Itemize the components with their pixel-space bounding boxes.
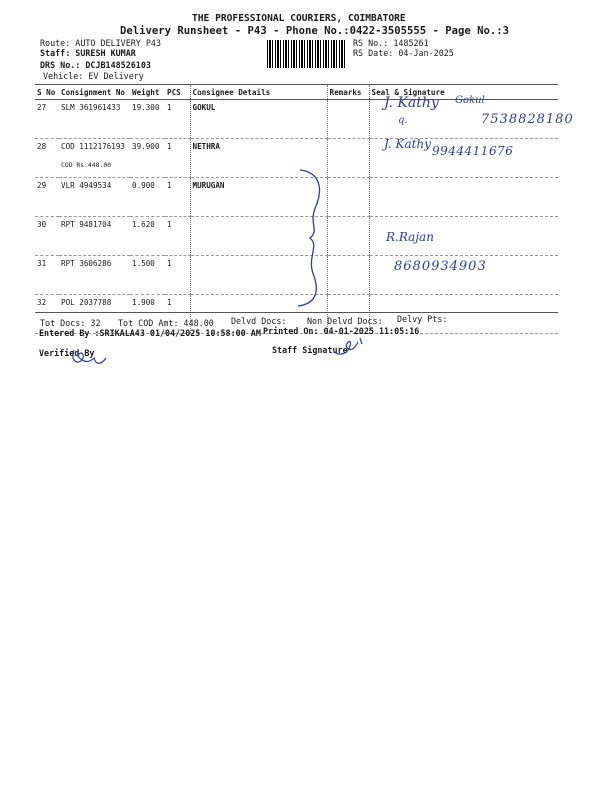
pcs-value: 1 bbox=[165, 295, 190, 334]
remarks-cell bbox=[327, 100, 369, 139]
total-cod-amount: Tot COD Amt: 448.00 bbox=[118, 318, 214, 328]
weight-value: 1.900 bbox=[130, 295, 165, 334]
staff-signature-icon bbox=[330, 336, 366, 358]
drs-number: DRS No.: DCJB148526103 bbox=[40, 60, 151, 70]
table-bottom-divider bbox=[35, 312, 558, 313]
column-header: PCS bbox=[165, 85, 190, 100]
barcode-image bbox=[267, 40, 347, 68]
column-header: Consignment No bbox=[59, 85, 130, 100]
consignment-number: VLR 4949534 bbox=[59, 178, 130, 217]
remarks-cell bbox=[327, 217, 369, 256]
consignment-number: POL 2037788 bbox=[59, 295, 130, 334]
handwritten-phone: 7538828180 bbox=[481, 112, 574, 127]
pcs-value: 1 bbox=[165, 178, 190, 217]
handwritten-signature: J. Kathy bbox=[384, 137, 431, 151]
weight-value: 0.900 bbox=[130, 178, 165, 217]
company-name: THE PROFESSIONAL COURIERS, COIMBATORE bbox=[192, 13, 406, 24]
column-header: S No bbox=[35, 85, 59, 100]
weight-value: 39.900 bbox=[130, 139, 165, 178]
delivered-docs: Delvd Docs: bbox=[231, 316, 287, 326]
consignment-number: RPT 9481704 bbox=[59, 217, 130, 256]
column-header: Seal & Signature bbox=[369, 85, 558, 100]
consignee-name: MURUGAN bbox=[190, 178, 327, 217]
route-label: Route: AUTO DELIVERY P43 bbox=[40, 38, 162, 48]
remarks-cell bbox=[327, 256, 369, 295]
total-docs: Tot Docs: 32 bbox=[40, 318, 101, 328]
rs-number: RS No.: 1485261 bbox=[353, 38, 429, 48]
non-delivered-docs: Non Delvd Docs: bbox=[307, 316, 383, 326]
consignee-name: GOKUL bbox=[190, 100, 327, 139]
pcs-value: 1 bbox=[165, 139, 190, 178]
consignment-number-text: COD 1112176193 bbox=[61, 142, 126, 151]
handwritten-signature: Gokul bbox=[455, 95, 485, 106]
consignment-number bbox=[59, 139, 130, 178]
delivery-points: Delvy Pts: bbox=[397, 314, 448, 324]
pcs-value: 1 bbox=[165, 217, 190, 256]
printed-on: Printed On: 04-01-2025 11:05:16 bbox=[263, 326, 420, 336]
serial-number: 30 bbox=[35, 217, 59, 256]
handwritten-mark: q. bbox=[398, 115, 408, 126]
handwritten-signature: J. Kathy bbox=[384, 95, 439, 111]
serial-number: 31 bbox=[35, 256, 59, 295]
pcs-value: 1 bbox=[165, 100, 190, 139]
serial-number: 29 bbox=[35, 178, 59, 217]
signature-cell bbox=[369, 178, 558, 217]
verifier-signature-icon bbox=[68, 346, 112, 370]
staff-label: Staff: SURESH KUMAR bbox=[40, 48, 136, 58]
entered-by: Entered By :SRIKALA43 01/04/2025 10:58:00 AM bbox=[39, 328, 261, 338]
weight-value: 19.300 bbox=[130, 100, 165, 139]
serial-number: 32 bbox=[35, 295, 59, 334]
column-header: Remarks bbox=[327, 85, 369, 100]
handwritten-signature: R.Rajan bbox=[386, 230, 434, 244]
consignment-number: SLM 361961433 bbox=[59, 100, 130, 139]
handwritten-phone: 8680934903 bbox=[394, 259, 487, 274]
weight-value: 1.500 bbox=[130, 256, 165, 295]
staff-signature-label: Staff Signature bbox=[272, 345, 348, 355]
rs-date: RS Date: 04-Jan-2025 bbox=[353, 48, 454, 58]
weight-value: 1.620 bbox=[130, 217, 165, 256]
pcs-value: 1 bbox=[165, 256, 190, 295]
cod-note: COD Rs.448.00 bbox=[61, 161, 112, 169]
handwritten-phone: 9944411676 bbox=[432, 144, 514, 158]
runsheet-title: Delivery Runsheet - P43 - Phone No.:0422-3505555 - Page No.:3 bbox=[120, 25, 510, 37]
serial-number: 27 bbox=[35, 100, 59, 139]
handwritten-brace-icon bbox=[296, 166, 326, 310]
remarks-cell bbox=[327, 139, 369, 178]
verified-by-label: Verified By bbox=[39, 348, 95, 358]
serial-number: 28 bbox=[35, 139, 59, 178]
consignee-name: NETHRA bbox=[190, 139, 327, 178]
remarks-cell bbox=[327, 178, 369, 217]
column-header: Weight bbox=[130, 85, 165, 100]
consignment-number: RPT 3606286 bbox=[59, 256, 130, 295]
column-header: Consignee Details bbox=[190, 85, 327, 100]
vehicle-label: Vehicle: EV Delivery bbox=[43, 71, 144, 81]
